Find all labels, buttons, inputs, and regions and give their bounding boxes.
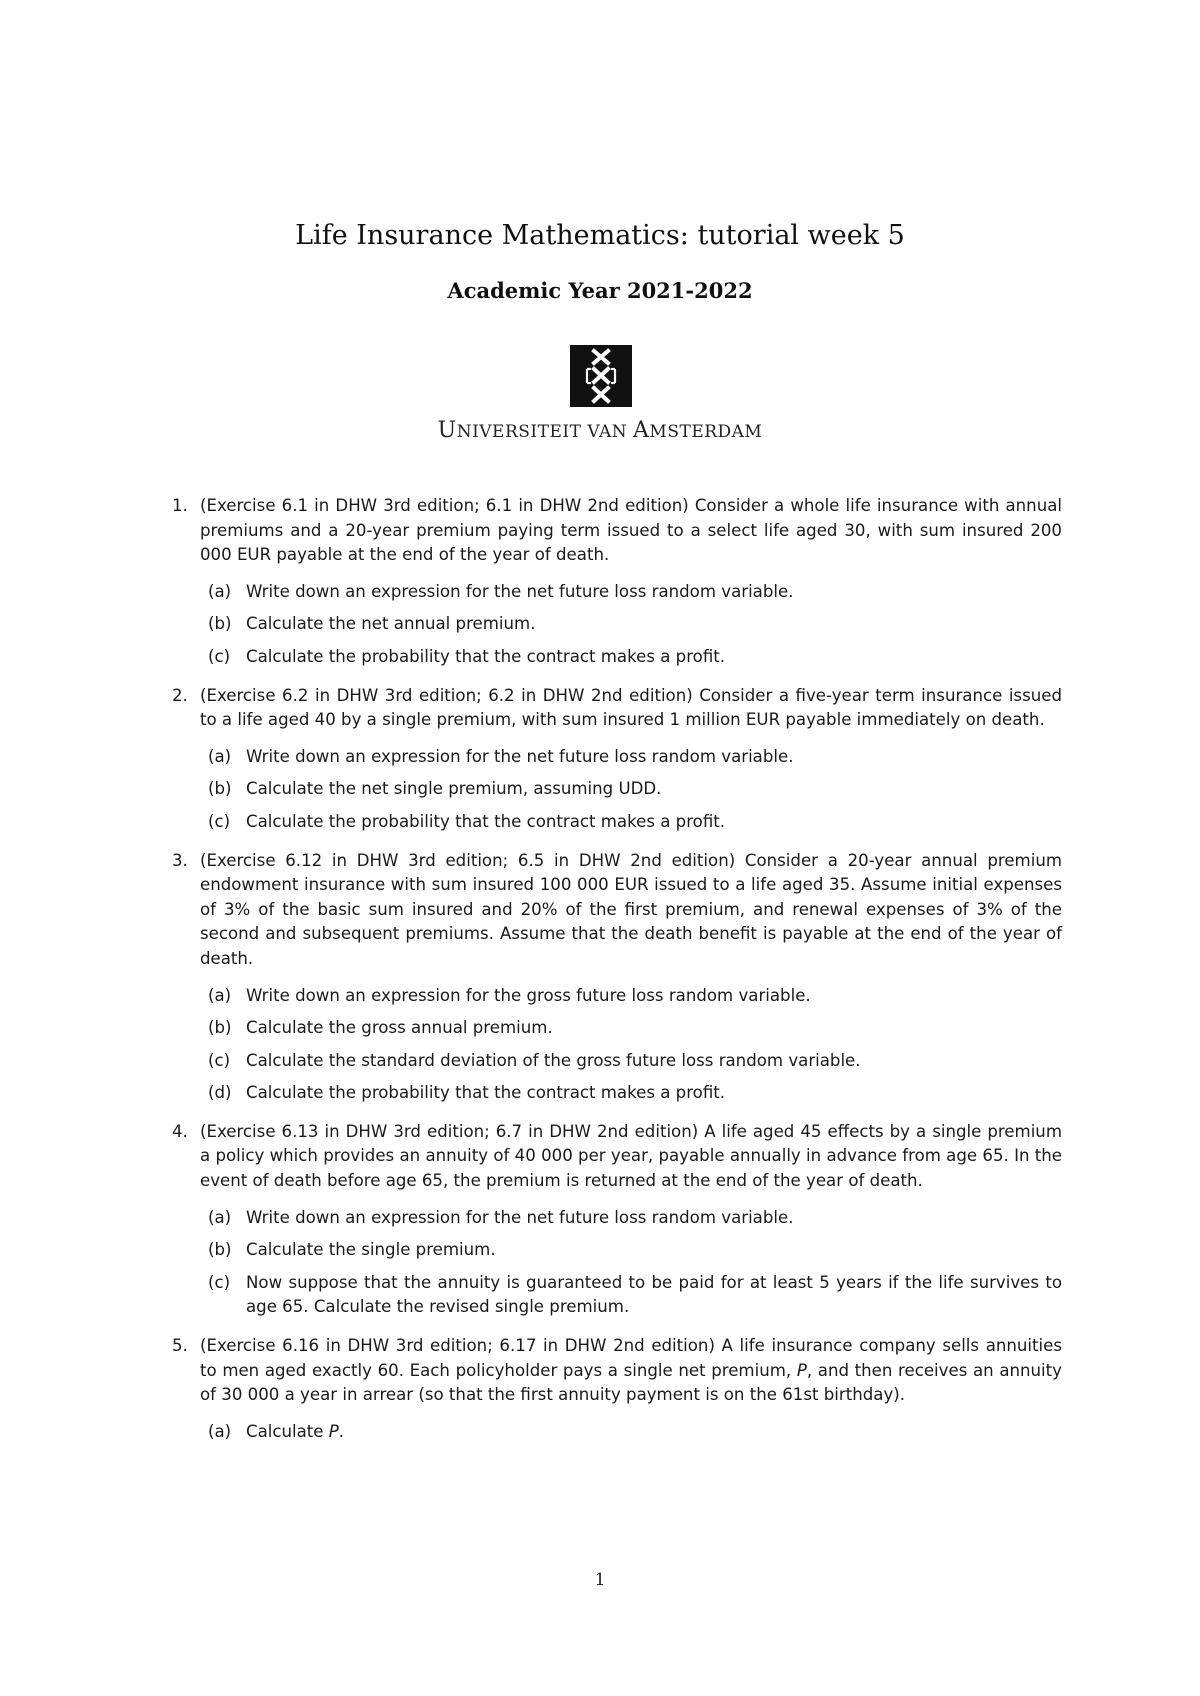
exercise-part: (a) Calculate P.	[208, 1421, 345, 1441]
math-variable: P	[328, 1421, 339, 1441]
exercise-5	[172, 1334, 1062, 1444]
exercise-parts	[200, 1206, 1062, 1320]
university-name: UNIVERSITEIT VAN AMSTERDAM	[437, 418, 763, 443]
exercise-number: 4.	[172, 1121, 188, 1141]
exercise-parts	[200, 580, 1062, 670]
exercise-parts	[200, 745, 1062, 835]
exercise-number: 5.	[172, 1336, 188, 1356]
exercise-part: (a) Write down an expression for the gross future loss random variable.	[208, 985, 811, 1005]
exercise-text: (Exercise 6.13 in DHW 3rd edition; 6.7 in DHW 2nd edition) A life aged 45 effects by a single premium a policy which provides an annuity of 40 000 per year, payable annually in advance from age 65. In the event of death before age 65, the premium is returned at the end of the year of death.	[200, 1121, 1062, 1191]
exercise-number: 2.	[172, 685, 188, 705]
exercise-number: 3.	[172, 850, 188, 870]
exercise-parts	[200, 1420, 1062, 1445]
exercise-4	[172, 1120, 1062, 1320]
document-subtitle: Academic Year 2021-2022	[447, 278, 753, 303]
uva-crosses-icon	[570, 345, 632, 407]
page-number: 1	[594, 1570, 606, 1590]
exercise-text: (Exercise 6.12 in DHW 3rd edition; 6.5 in DHW 2nd edition) Consider a 20-year annual premium endowment insurance with sum insured 100 000 EUR issued to a life aged 35. Assume initial expenses of 3% of the basic sum insured and 20% of the first premium, and renewal expenses of 3% of the second and subsequent premiums. Assume that the death benefit is payable at the end of the year of death.	[200, 850, 1062, 968]
exercise-part: (b) Calculate the gross annual premium.	[208, 1018, 553, 1038]
exercise-part: (c) Now suppose that the annuity is guaranteed to be paid for at least 5 years if the life survives to age 65. Calculate the revised single premium.	[208, 1272, 1062, 1317]
uva-logo-icon	[570, 345, 632, 407]
exercise-part: (b) Calculate the net annual premium.	[208, 614, 536, 634]
exercise-part: (a) Write down an expression for the net future loss random variable.	[208, 581, 794, 601]
exercise-3	[172, 849, 1062, 1106]
exercise-part: (b) Calculate the net single premium, assuming UDD.	[208, 779, 662, 799]
exercise-list	[172, 494, 1062, 1458]
exercise-part: (c) Calculate the probability that the contract makes a profit.	[208, 811, 726, 831]
exercise-2	[172, 684, 1062, 835]
exercise-part: (c) Calculate the standard deviation of the gross future loss random variable.	[208, 1050, 861, 1070]
exercise-part: (d) Calculate the probability that the contract makes a profit.	[208, 1083, 726, 1103]
exercise-1	[172, 494, 1062, 670]
math-variable: P	[796, 1360, 807, 1380]
exercise-text: (Exercise 6.16 in DHW 3rd edition; 6.17 in DHW 2nd edition) A life insurance company sells annuities to men aged exactly 60. Each policyholder pays a single net premium, P, and then receives an annuity of 30 000 a year in arrear (so that the first annuity payment is on the 61st birthday).	[200, 1336, 1062, 1405]
exercise-part: (a) Write down an expression for the net future loss random variable.	[208, 746, 794, 766]
exercise-number: 1.	[172, 496, 188, 515]
document-title: Life Insurance Mathematics: tutorial week 5	[295, 220, 905, 251]
exercise-parts	[200, 984, 1062, 1106]
exercise-part: (a) Write down an expression for the net future loss random variable.	[208, 1207, 794, 1227]
exercise-part: (c) Calculate the probability that the contract makes a profit.	[208, 646, 726, 666]
exercise-text: (Exercise 6.1 in DHW 3rd edition; 6.1 in DHW 2nd edition) Consider a whole life insurance with annual premiums and a 20-year premium paying term issued to a select life aged 30, with sum insured 200 000 EUR payable at the end of the year of death.	[200, 496, 1062, 565]
exercise-part: (b) Calculate the single premium.	[208, 1240, 496, 1260]
exercise-text: (Exercise 6.2 in DHW 3rd edition; 6.2 in DHW 2nd edition) Consider a five-year term insurance issued to a life aged 40 by a single premium, with sum insured 1 million EUR payable immediately on death.	[200, 685, 1062, 730]
